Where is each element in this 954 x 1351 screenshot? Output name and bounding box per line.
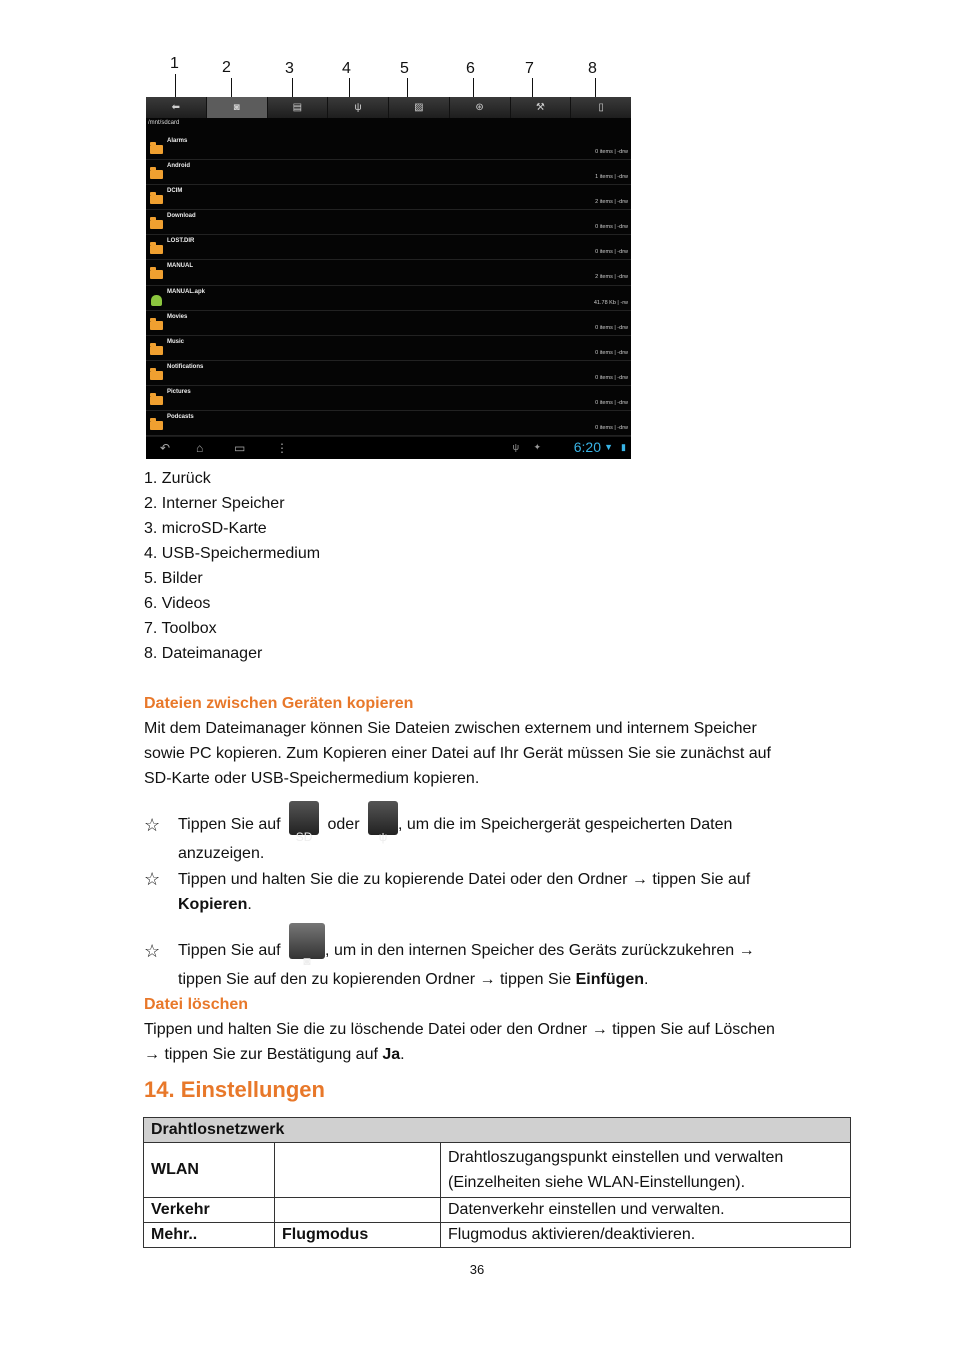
file-list-item[interactable] xyxy=(146,235,631,260)
file-name: Movies xyxy=(167,313,188,320)
bullet-text: oder xyxy=(327,816,360,833)
folder-icon xyxy=(150,220,163,229)
file-manager-screenshot xyxy=(146,97,631,459)
callout-4: 4 xyxy=(342,60,351,77)
back-button[interactable] xyxy=(146,97,207,118)
bullet-text: tippen Sie auf den zu kopierenden Ordner → tippen Sie xyxy=(178,971,572,988)
image-icon: ▨ xyxy=(414,101,424,113)
document-icon: ▯ xyxy=(598,101,604,113)
bullet-text: , um die im Speichergerät gespeicherten Daten xyxy=(397,816,733,833)
folder-icon xyxy=(150,245,163,254)
callout-3: 3 xyxy=(285,60,294,77)
file-meta: 0 items | -drw xyxy=(595,149,628,155)
legend-item: 2. Interner Speicher xyxy=(144,495,285,512)
table-row xyxy=(144,1143,851,1198)
android-status-icon: ✦ xyxy=(533,442,541,452)
file-list-item[interactable] xyxy=(146,361,631,386)
file-list-item[interactable] xyxy=(146,336,631,361)
file-name: Android xyxy=(167,163,190,170)
file-meta: 0 items | -drw xyxy=(595,425,628,432)
table-cell: Flugmodus xyxy=(275,1223,441,1248)
current-path: /mnt/sdcard xyxy=(148,120,180,126)
android-apk-icon xyxy=(151,295,162,306)
table-cell: Verkehr xyxy=(144,1198,275,1223)
file-name: Music xyxy=(167,338,185,345)
sd-card-icon xyxy=(289,801,319,844)
file-name: Alarms xyxy=(167,138,188,144)
bullet-3 xyxy=(178,921,818,992)
table-cell xyxy=(275,1143,441,1198)
file-name: Pictures xyxy=(167,388,191,395)
folder-icon xyxy=(150,195,163,204)
callout-7: 7 xyxy=(525,60,534,77)
file-meta: 1 items | -drw xyxy=(595,174,628,181)
bold-term: Ja xyxy=(382,1046,401,1063)
system-navbar xyxy=(146,436,631,459)
table-cell xyxy=(275,1198,441,1223)
chapter-heading: 14. Einstellungen xyxy=(144,1077,325,1102)
callout-2: 2 xyxy=(222,59,231,76)
legend-item: 7. Toolbox xyxy=(144,620,217,637)
table-header-row xyxy=(144,1118,851,1143)
wrench-icon: ⚒ xyxy=(535,101,545,113)
bullet-2 xyxy=(178,867,818,917)
section-heading-delete: Datei löschen xyxy=(144,996,249,1013)
table-cell-line: (Einzelheiten siehe WLAN-Einstellungen). xyxy=(448,1174,746,1191)
folder-icon xyxy=(150,270,163,279)
bold-term: Einfügen xyxy=(575,971,645,988)
star-bullet-icon: ☆ xyxy=(144,941,161,961)
table-row xyxy=(144,1198,851,1223)
bullet-text: anzuzeigen. xyxy=(178,845,265,862)
callout-8: 8 xyxy=(588,60,597,77)
table-cell: Datenverkehr einstellen und verwalten. xyxy=(441,1198,851,1223)
wifi-icon: ▼ xyxy=(604,442,613,452)
file-meta: 0 items | -drw xyxy=(595,349,628,356)
bullet-text: Tippen Sie auf xyxy=(178,942,281,959)
usb-button[interactable] xyxy=(328,97,389,118)
folder-icon xyxy=(150,145,163,154)
delete-text: . xyxy=(400,1046,405,1063)
file-list-item[interactable] xyxy=(146,286,631,311)
toolbar xyxy=(146,97,631,118)
back-arrow-icon: ⬅ xyxy=(171,101,181,113)
videos-button[interactable] xyxy=(450,97,511,118)
table-header-cell: Drahtlosnetzwerk xyxy=(144,1118,851,1143)
legend-item: 8. Dateimanager xyxy=(144,645,263,662)
delete-text: → tippen Sie zur Bestätigung auf xyxy=(144,1046,378,1063)
legend-item: 6. Videos xyxy=(144,595,211,612)
toolbox-button[interactable] xyxy=(511,97,572,118)
bullet-text: . xyxy=(644,971,649,988)
file-meta: 2 items | -drw xyxy=(595,274,628,281)
table-cell xyxy=(441,1143,851,1198)
home-nav-icon[interactable]: ⌂ xyxy=(196,441,204,455)
legend-item: 4. USB-Speichermedium xyxy=(144,545,321,562)
folder-icon xyxy=(150,321,163,330)
internal-storage-icon: ◙ xyxy=(289,923,325,959)
table-cell-line: Drahtloszugangspunkt einstellen und verwalten xyxy=(448,1149,784,1166)
table-cell: WLAN xyxy=(144,1143,275,1198)
file-list-item[interactable] xyxy=(146,185,631,210)
star-bullet-icon: ☆ xyxy=(144,869,161,889)
back-nav-icon[interactable]: ↶ xyxy=(160,441,171,455)
folder-icon xyxy=(150,346,163,355)
sd-icon-label: SD xyxy=(295,830,313,844)
bullet-text: Tippen und halten Sie die zu kopierende Datei oder den Ordner → tippen Sie auf xyxy=(178,871,751,888)
battery-icon: ▮ xyxy=(621,442,626,452)
legend-item: 1. Zurück xyxy=(144,470,211,487)
internal-storage-button[interactable] xyxy=(207,97,268,118)
file-meta: 0 items | -drw xyxy=(595,249,628,256)
callout-1: 1 xyxy=(170,55,179,72)
usb-icon: ψ xyxy=(368,801,398,835)
legend-item: 5. Bilder xyxy=(144,570,203,587)
file-name: Download xyxy=(167,213,196,220)
bullet-1 xyxy=(178,797,818,866)
recents-nav-icon[interactable]: ▭ xyxy=(234,441,246,455)
folder-icon xyxy=(150,371,163,380)
bold-term: Kopieren xyxy=(178,896,248,913)
settings-table xyxy=(143,1117,851,1248)
file-list-item[interactable] xyxy=(146,160,631,185)
folder-icon xyxy=(150,396,163,405)
bullet-text: , um in den internen Speicher des Geräts zurückzukehren → xyxy=(325,942,755,959)
file-name: MANUAL.apk xyxy=(167,288,206,295)
copy-paragraph-line: sowie PC kopieren. Zum Kopieren einer Datei auf Ihr Gerät müssen Sie sie zunächst auf xyxy=(144,745,771,762)
bullet-text: Tippen Sie auf xyxy=(178,816,281,833)
file-list-item[interactable] xyxy=(146,135,631,160)
file-meta: 2 items | -drw xyxy=(595,199,628,206)
file-list-item[interactable] xyxy=(146,210,631,235)
copy-paragraph-line: Mit dem Dateimanager können Sie Dateien zwischen externem und internem Speicher xyxy=(144,720,757,737)
section-heading-copy: Dateien zwischen Geräten kopieren xyxy=(144,695,414,712)
file-name: DCIM xyxy=(167,188,183,195)
file-name: MANUAL xyxy=(167,263,193,270)
callout-5: 5 xyxy=(400,60,409,77)
table-cell: Mehr.. xyxy=(144,1223,275,1248)
table-cell: Flugmodus aktivieren/deaktivieren. xyxy=(441,1223,851,1248)
clock: 6:20 xyxy=(573,439,601,455)
file-list-item[interactable] xyxy=(146,411,631,436)
usb-icon: ψ xyxy=(354,101,362,113)
pictures-button[interactable] xyxy=(389,97,450,118)
file-manager-button[interactable] xyxy=(571,97,631,118)
file-list-item[interactable] xyxy=(146,386,631,411)
menu-nav-icon[interactable]: ⋮ xyxy=(276,441,288,455)
microsd-button[interactable] xyxy=(268,97,329,118)
internal-storage-icon: ◙ xyxy=(233,101,240,113)
sd-card-icon: ▤ xyxy=(292,101,303,113)
legend-item: 3. microSD-Karte xyxy=(144,520,267,537)
legend-list xyxy=(144,466,320,666)
usb-status-icon: ψ xyxy=(512,442,519,452)
file-name: LOST.DIR xyxy=(167,238,195,245)
file-name: Notifications xyxy=(167,363,204,370)
table-row xyxy=(144,1223,851,1248)
file-list-item[interactable] xyxy=(146,260,631,285)
file-meta: 41.78 Kb | -rw xyxy=(593,299,628,306)
file-meta: 0 items | -drw xyxy=(595,324,628,331)
file-list xyxy=(146,135,631,459)
file-meta: 0 items | -drw xyxy=(595,374,628,381)
star-bullet-icon: ☆ xyxy=(144,815,161,835)
folder-icon xyxy=(150,421,163,430)
bullet-text: . xyxy=(247,896,252,913)
delete-paragraph-line xyxy=(144,1042,405,1067)
folder-icon xyxy=(150,170,163,179)
film-reel-icon: ⊛ xyxy=(475,101,484,113)
callout-6: 6 xyxy=(466,60,475,77)
file-name: Podcasts xyxy=(167,414,194,421)
page-number: 36 xyxy=(469,1262,485,1277)
file-list-item[interactable] xyxy=(146,311,631,336)
delete-paragraph-line: Tippen und halten Sie die zu löschende Datei oder den Ordner → tippen Sie auf Löschen xyxy=(144,1021,775,1038)
file-meta: 0 items | -drw xyxy=(595,399,628,406)
copy-paragraph-line: SD-Karte oder USB-Speichermedium kopieren. xyxy=(144,770,480,787)
file-meta: 0 items | -drw xyxy=(595,224,628,231)
